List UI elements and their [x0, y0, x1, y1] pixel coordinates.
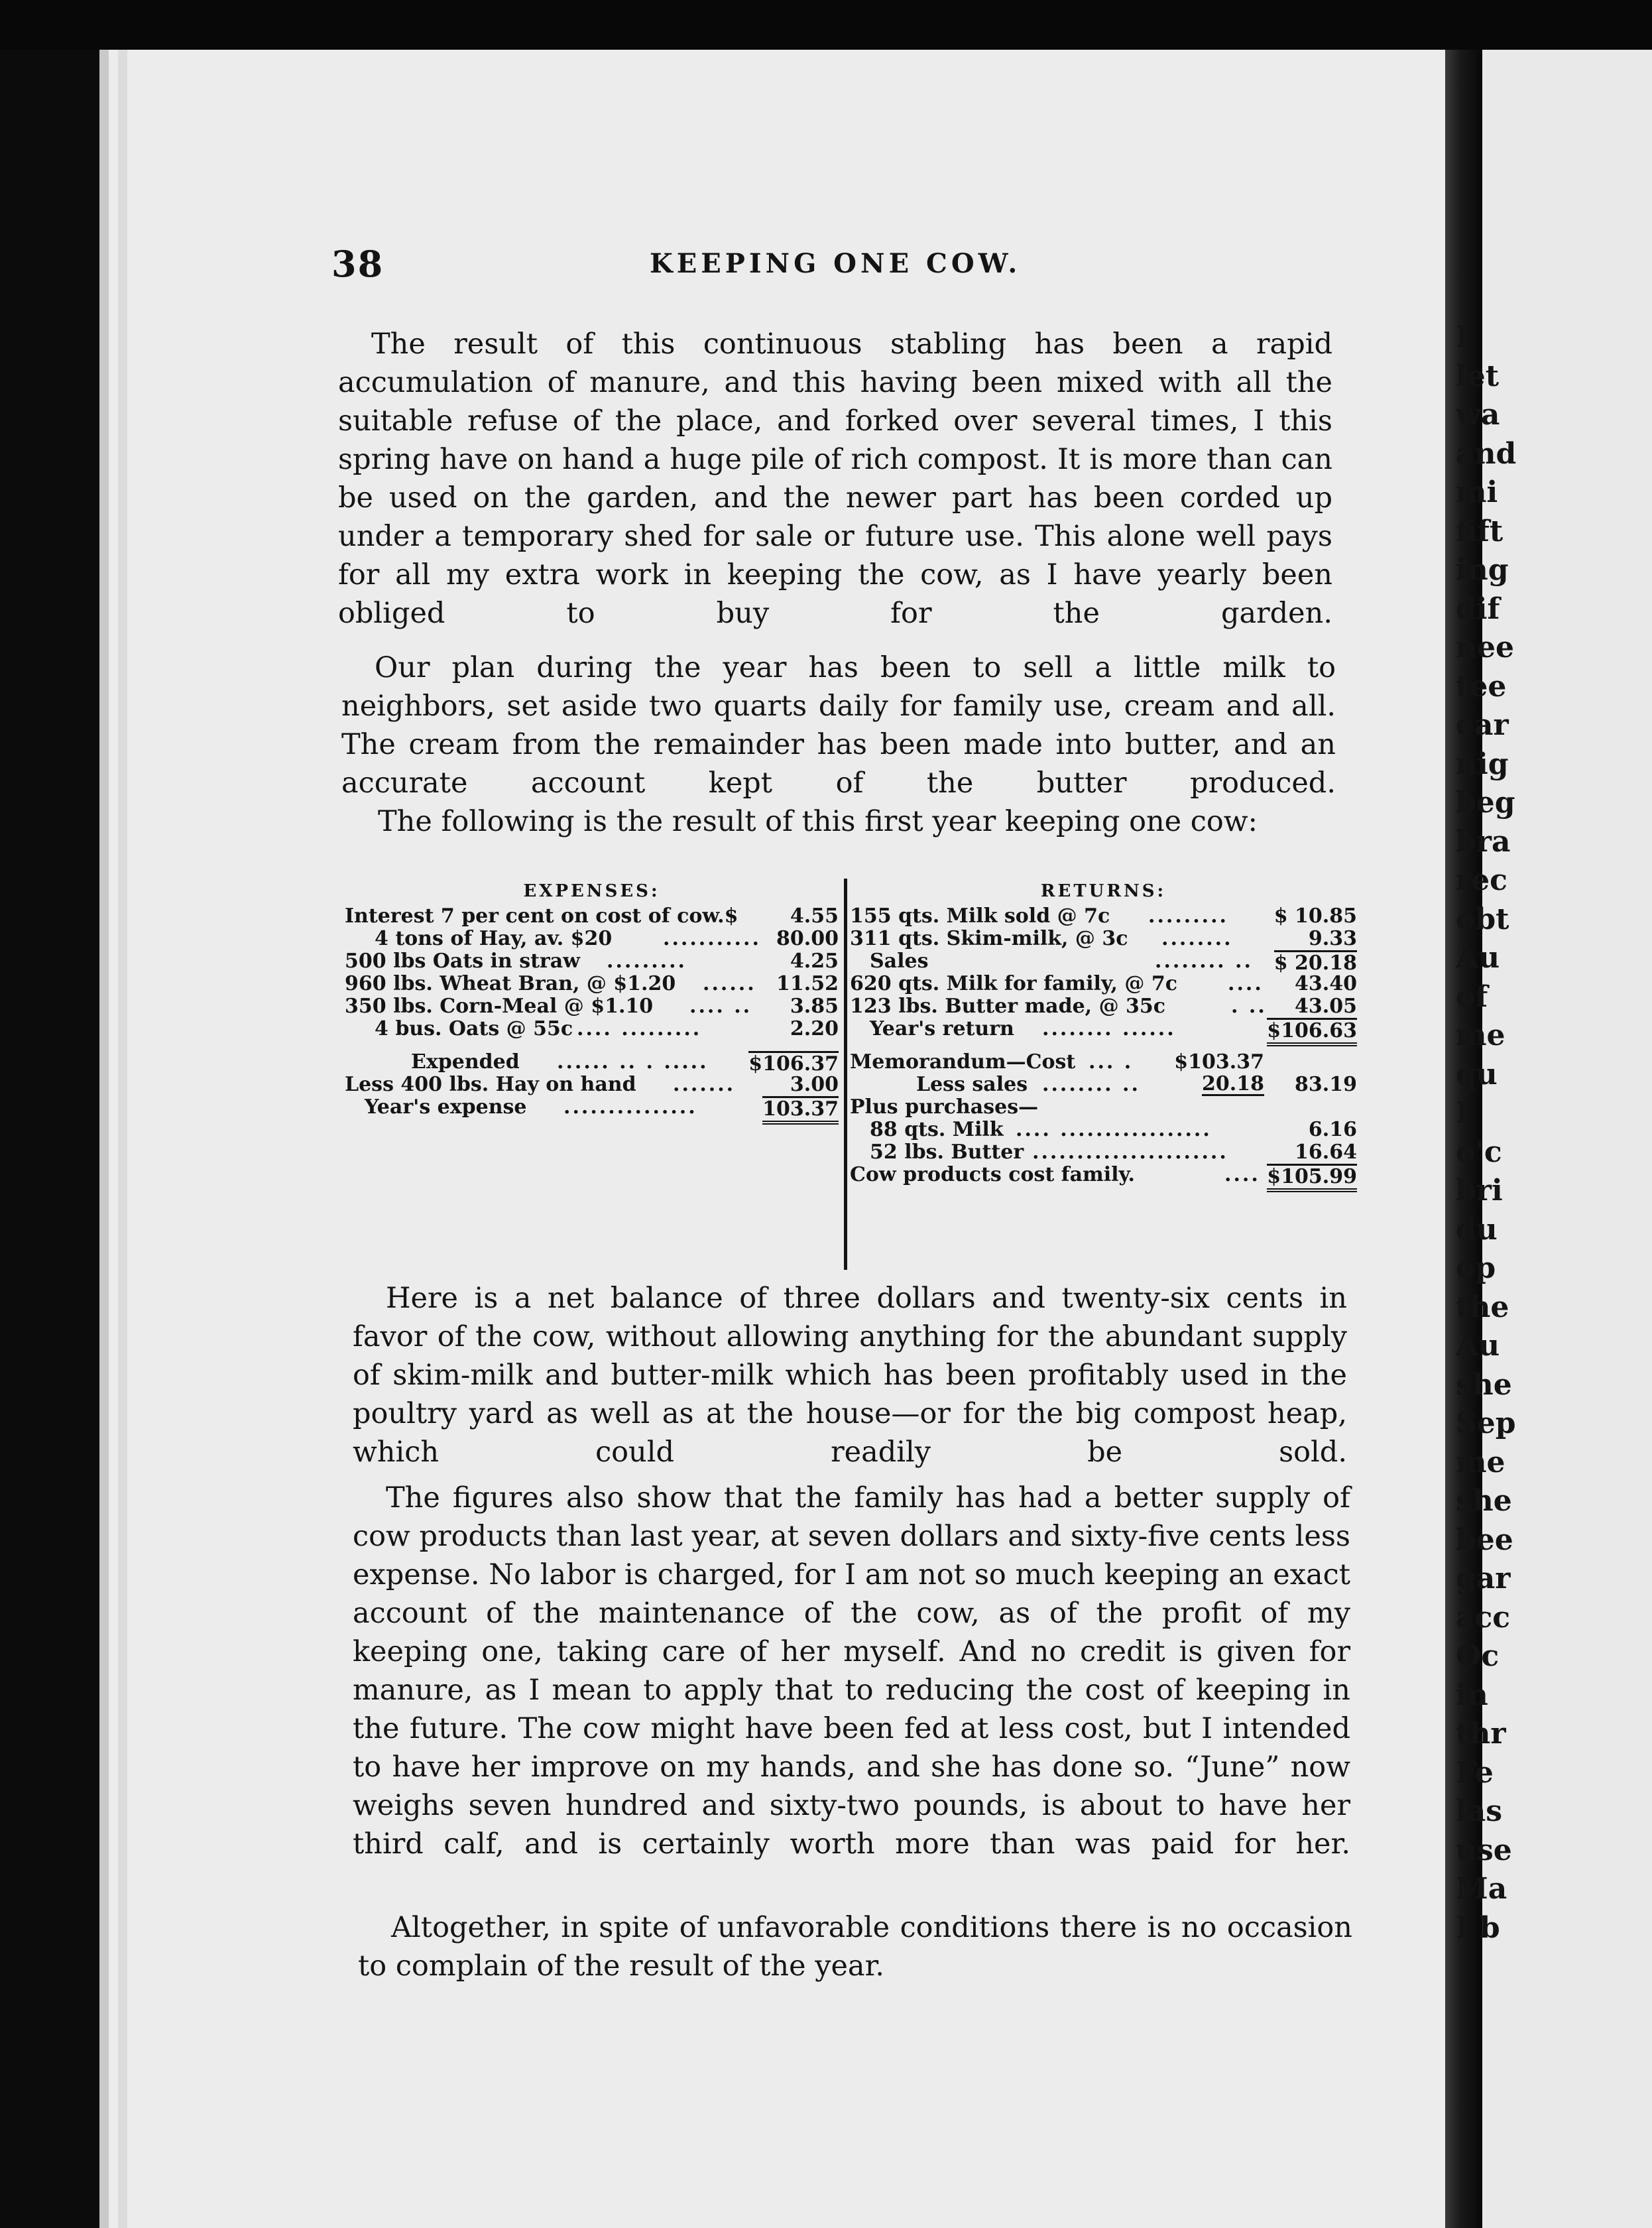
facing-page-fragment: nig: [1456, 747, 1509, 781]
leader-dots: .........: [607, 950, 687, 973]
less-hay-label: Less 400 lbs. Hay on hand: [345, 1073, 636, 1096]
expense-amount: 11.52: [776, 972, 839, 995]
sales-label: Sales: [870, 950, 929, 973]
expense-label: Interest 7 per cent on cost of cow.$: [345, 904, 738, 928]
expended-label: Expended: [411, 1050, 520, 1074]
expense-amount: 4.25: [790, 950, 839, 973]
facing-page-fragment: fift: [1456, 514, 1504, 548]
running-head: KEEPING ONE COW.: [650, 248, 1022, 279]
paragraph-conclusion: Altogether, in spite of unfavorable conditions there is no occasion to complain of the result of the year.: [358, 1911, 1352, 1983]
accounts-table: [345, 879, 1357, 1270]
expenses-column: [345, 879, 839, 1119]
facing-page-fragment: obt: [1456, 902, 1509, 936]
facing-page-fragment: Fe: [1456, 1755, 1494, 1790]
return-row: [850, 928, 1357, 950]
expense-row: [345, 928, 839, 950]
facing-page-fragment: thr: [1456, 1717, 1506, 1751]
facing-page-text-fragments: [1456, 318, 1652, 1948]
expense-label: 350 lbs. Corn-Meal @ $1.10: [345, 995, 654, 1018]
sales-row: [850, 950, 1357, 973]
memorandum-label: Memorandum—Cost: [850, 1050, 1076, 1074]
facing-page-fragment: bri: [1456, 1174, 1503, 1207]
facing-page-fragment: du: [1456, 1212, 1498, 1247]
facing-page-fragment: let: [1456, 359, 1500, 393]
purchase-row: [850, 1119, 1357, 1141]
leader-dots: .......: [673, 1073, 736, 1096]
cow-products-label: Cow products cost family.: [850, 1163, 1135, 1186]
returns-heading: RETURNS:: [1040, 881, 1167, 901]
facing-page-fragment: Au: [1456, 941, 1500, 975]
leader-dots: ...............: [563, 1095, 697, 1119]
purchase-amount: 16.64: [1295, 1141, 1357, 1164]
less-sales-label: Less sales: [916, 1073, 1028, 1096]
returns-column: [850, 879, 1357, 1186]
plus-purchases-row: [850, 1096, 1357, 1119]
leader-dots: ........ ......: [1042, 1017, 1176, 1040]
facing-page-fragment: the: [1456, 1290, 1509, 1324]
facing-page-fragment: Oc: [1456, 1639, 1500, 1673]
expense-row: [345, 1018, 839, 1040]
leader-dots: ........ ..: [1042, 1073, 1140, 1096]
facing-page-fragment: Ma: [1456, 1872, 1507, 1906]
facing-page-fragment: me: [1456, 1445, 1505, 1479]
less-hay-row: [345, 1074, 839, 1096]
facing-page-fragment: bra: [1456, 824, 1511, 859]
return-amount: 9.33: [1308, 927, 1357, 950]
return-label: 123 lbs. Butter made, @ 35c: [850, 995, 1166, 1018]
year-expense-row: [345, 1096, 839, 1119]
facing-page-fragment: op: [1456, 1251, 1496, 1285]
expense-amount: 2.20: [790, 1017, 839, 1040]
return-row: [850, 973, 1357, 995]
facing-page-fragment: mi: [1456, 475, 1498, 509]
page-edge-shadow: [118, 50, 127, 2228]
paragraph-stabling-result: The result of this continuous stabling has been a rapid accumulation of manure, and this having been mixed with all the suitable refuse of the place, and forked over several times, I this spring have on hand a huge pile of rich compost. It is more than can be used on the garden, and the newer part has been corded up under a temporary shed for sale or future use. This alone well pays for all my extra work in keeping the cow, as I have yearly been obliged to buy for the garden.: [338, 328, 1332, 630]
sales-amount: $ 20.18: [1273, 952, 1357, 975]
page-number: 38: [331, 243, 384, 285]
expense-label: 4 bus. Oats @ 55c: [375, 1017, 573, 1040]
expense-label: 500 lbs Oats in straw: [345, 950, 581, 973]
facing-page-fragment: wa: [1456, 398, 1500, 432]
facing-page-fragment: las: [1456, 1794, 1502, 1828]
leader-dots: ........ ..: [1155, 950, 1253, 973]
return-label: 155 qts. Milk sold @ 7c: [850, 904, 1110, 928]
facing-page-fragment: ing: [1456, 553, 1509, 587]
memorandum-row: [850, 1051, 1357, 1074]
facing-page-fragment: acc: [1456, 1600, 1511, 1635]
leader-dots: ....: [1228, 972, 1264, 995]
facing-page-fragment: ear: [1456, 708, 1509, 742]
return-row: [850, 995, 1357, 1018]
facing-page-fragment: bee: [1456, 1522, 1513, 1557]
expense-row: [345, 973, 839, 995]
facing-page-fragment: and: [1456, 436, 1517, 471]
year-return-label: Year's return: [870, 1017, 1014, 1040]
scan-top-border: [0, 0, 1652, 50]
year-expense-label: Year's expense: [365, 1095, 527, 1119]
expense-amount: 80.00: [776, 927, 839, 950]
facing-page-fragment: Sep: [1456, 1406, 1516, 1440]
facing-page-fragment: she: [1456, 1367, 1512, 1402]
plus-purchases-label: Plus purchases—: [850, 1095, 1039, 1119]
expense-row: [345, 905, 839, 928]
leader-dots: ...........: [663, 927, 761, 950]
expense-row: [345, 995, 839, 1018]
return-amount: 43.40: [1295, 972, 1357, 995]
facing-page-fragment: Au: [1456, 1329, 1500, 1363]
return-label: 620 qts. Milk for family, @ 7c: [850, 972, 1177, 995]
return-amount: 43.05: [1295, 995, 1357, 1018]
paragraph-net-balance: Here is a net balance of three dollars and twenty-six cents in favor of the cow, without allowing anything for the abundant supply of skim-milk and butter-milk which has been profitably used in the poultry yard as well as at the house—or for the big compost heap, which could readily be sold.: [353, 1282, 1347, 1469]
expense-amount: 4.55: [790, 904, 839, 928]
facing-page-fragment: beg: [1456, 786, 1515, 820]
expense-label: 4 tons of Hay, av. $20: [375, 927, 613, 950]
less-hay-amount: 3.00: [790, 1073, 839, 1096]
facing-page-fragment: she: [1456, 1484, 1512, 1518]
facing-page-fragment: I b: [1456, 1910, 1500, 1945]
facing-page-fragment: use: [1456, 1833, 1512, 1867]
leader-dots: .........: [1148, 904, 1228, 928]
memorandum-amount: $103.37: [1174, 1050, 1264, 1074]
leader-dots: ......................: [1032, 1141, 1228, 1164]
expense-label: 960 lbs. Wheat Bran, @ $1.20: [345, 972, 676, 995]
return-row: [850, 905, 1357, 928]
facing-page-fragment: gar: [1456, 1562, 1511, 1595]
less-sales-result: 83.19: [1295, 1073, 1357, 1096]
purchase-label: 88 qts. Milk: [870, 1118, 1004, 1141]
expense-amount: 3.85: [790, 995, 839, 1018]
facing-page-fragment: of: [1456, 979, 1488, 1014]
year-return-row: [850, 1018, 1357, 1040]
facing-page-fragment: nee: [1456, 631, 1514, 664]
leader-dots: . ..: [1231, 995, 1267, 1018]
paragraph-following: The following is the result of this first year keeping one cow:: [378, 805, 1258, 838]
paragraph-plan: Our plan during the year has been to sell a little milk to neighbors, set aside two quarts daily for family use, cream and all. The cream from the remainder has been made into butter, and an accurate account kept of the butter produced.: [341, 651, 1336, 800]
leader-dots: ...... .. . .....: [557, 1050, 709, 1074]
facing-page-fragment: dif: [1456, 591, 1500, 626]
expense-row: [345, 950, 839, 973]
leader-dots: ........: [1161, 927, 1233, 950]
return-amount: $ 10.85: [1273, 904, 1357, 928]
page-header: [331, 243, 1339, 289]
year-expense-amount: 103.37: [762, 1096, 839, 1125]
leader-dots: ....: [1224, 1163, 1260, 1186]
leader-dots: .... .................: [1016, 1118, 1212, 1141]
leader-dots: .... ..: [689, 995, 752, 1018]
cow-products-amount: $105.99: [1267, 1164, 1357, 1192]
less-sales-amount: 20.18: [1202, 1072, 1264, 1095]
leader-dots: .... .........: [577, 1017, 702, 1040]
facing-page-fragment: I: [1456, 320, 1470, 354]
leader-dots: ......: [703, 972, 756, 995]
column-divider: [844, 879, 847, 1270]
less-sales-row: [850, 1074, 1357, 1096]
expended-row: [345, 1051, 839, 1074]
facing-page-fragment: tee: [1456, 669, 1507, 704]
facing-page-fragment: I: [1456, 1096, 1470, 1130]
facing-page-fragment: me: [1456, 1019, 1505, 1052]
purchase-row: [850, 1141, 1357, 1164]
expenses-heading: EXPENSES:: [523, 881, 660, 901]
return-label: 311 qts. Skim-milk, @ 3c: [850, 927, 1128, 950]
facing-page-fragment: qu: [1456, 1057, 1498, 1091]
expended-amount: $106.37: [748, 1052, 839, 1076]
cow-products-row: [850, 1164, 1357, 1186]
paragraph-figures: The figures also show that the family has had a better supply of cow products than last year, at seven dollars and sixty-five cents less expense. No labor is charged, for I am not so much keeping an exact account of the maintenance of the cow, as of the profit of my keeping one, taking care of her myself. And no credit is given for manure, as I mean to apply that to reducing the cost of keeping in the future. The cow might have been fed at less cost, but I intended to have her improve on my hands, and she has done so. “June” now weighs seven hundred and sixty-two pounds, is about to have her third calf, and is certainly worth more than was paid for her.: [353, 1481, 1350, 1861]
purchase-amount: 6.16: [1308, 1118, 1357, 1141]
purchase-label: 52 lbs. Butter: [870, 1141, 1024, 1164]
facing-page-fragment: in: [1456, 1678, 1488, 1712]
facing-page-fragment: rec: [1456, 863, 1507, 897]
facing-page-fragment: o'c: [1456, 1135, 1502, 1169]
year-return-amount: $106.63: [1267, 1018, 1357, 1046]
leader-dots: ... .: [1089, 1050, 1134, 1074]
